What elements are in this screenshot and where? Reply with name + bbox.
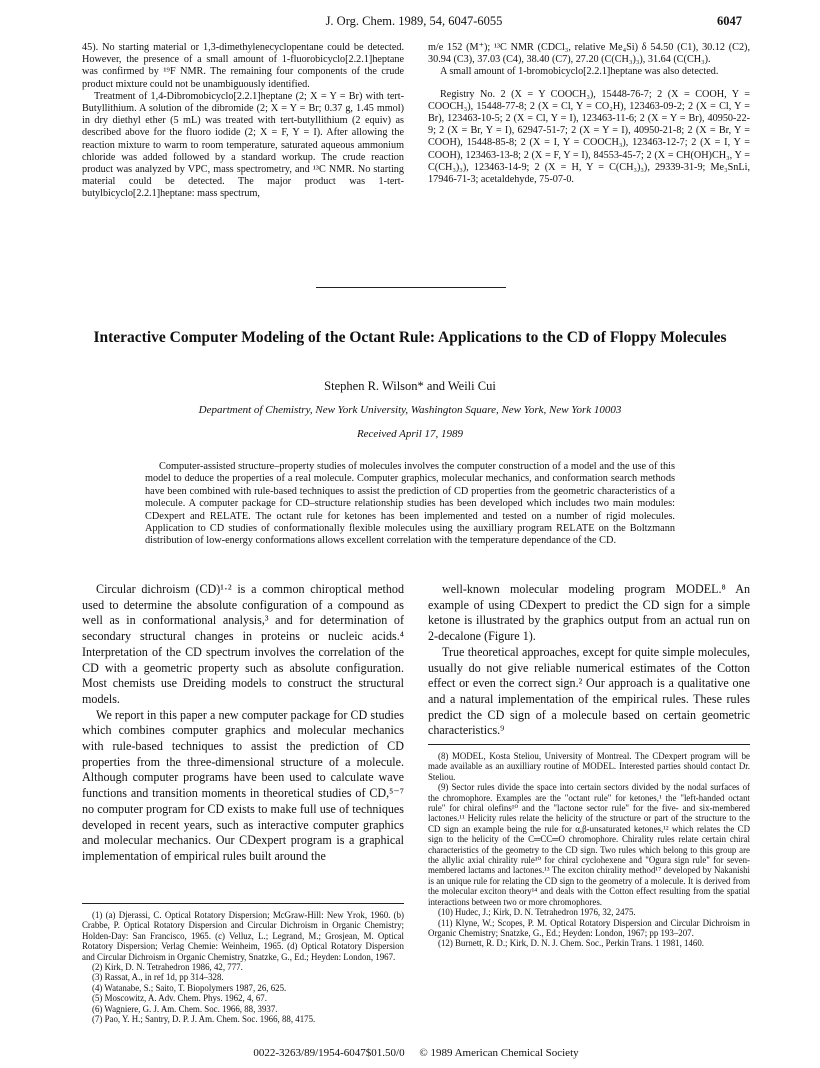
article-title: Interactive Computer Modeling of the Octant Rule: Applications to the CD of Floppy Molecules bbox=[93, 329, 727, 346]
paragraph: We report in this paper a new computer package for CD studies which combines computer graphics and molecular mechanics with rule-based techniques to assist the prediction of CD properties from the three-dimensional structure of a molecule. Although computer programs have been used to calculate wave functions and transition moments in theoretical studies of CD,⁵⁻⁷ no computer program for CD exists to make full use of techniques developed in recent years, such as interactive computer graphics and molecular mechanics. Our CDexpert program is a graphical implementation of empirical rules built around the bbox=[82, 707, 404, 863]
footnote: (5) Moscowitz, A. Adv. Chem. Phys. 1962, 4, 67. bbox=[92, 993, 267, 1004]
copyright: © 1989 American Chemical Society bbox=[419, 1047, 579, 1059]
journal-citation: J. Org. Chem. 1989, 54, 6047-6055 bbox=[325, 14, 503, 28]
previous-article-right-column bbox=[428, 42, 750, 186]
footnote: (3) Rassat, A., in ref 1d, pp 314–328. bbox=[92, 972, 224, 983]
footnote: (4) Watanabe, S.; Saito, T. Biopolymers 1987, 26, 625. bbox=[92, 982, 287, 993]
paragraph: m/e 152 (M⁺); ¹³C NMR (CDCl₃, relative Me₄Si) δ 54.50 (C1), 30.12 (C2), 30.94 (C3), 37.03 (C4), 38.40 (C7), 27.20 (C(CH₃)₃), 31.64 (C(CH₃). bbox=[428, 42, 750, 66]
footnote: (10) Hudec, J.; Kirk, D. N. Tetrahedron 1976, 32, 2475. bbox=[438, 907, 636, 918]
page-footer bbox=[82, 1047, 750, 1059]
article-code: 0022-3263/89/1954-6047$01.50/0 bbox=[253, 1047, 405, 1059]
footnote: (6) Wagniere, G. J. Am. Chem. Soc. 1966, 88, 3937. bbox=[92, 1003, 278, 1014]
received-date: Received April 17, 1989 bbox=[356, 428, 464, 440]
footnote: (11) Klyne, W.; Scopes, P. M. Optical Rotatory Dispersion and Circular Dichroism in Organic Chemistry; Snatzke, G., Ed.; Heyden: London, 1967; pp 193–207. bbox=[428, 917, 750, 938]
footnotes-left bbox=[82, 903, 404, 1024]
registry-paragraph: Registry No. 2 (X = Y COOCH₃), 15448-76-7; 2 (X = COOH, Y = COOCH₃), 15448-77-8; 2 (X = Cl, Y = CO₂H), 123463-09-2; 2 (X = Cl, Y = Br), 123463-10-5; 2 (X = Cl, Y = I), 123463-11-6; 2 (X = Y = Br), 40950-22-9; 2 (X = Br, Y = I), 62947-51-7; 2 (X = Y = I), 40950-21-8; 2 (X = Br, Y = COOH), 15448-85-8; 2 (X = I, Y = COOCH₃), 123463-12-7; 2 (X = I, Y = COOH), 123463-13-8; 2 (X = F, Y = I), 84553-45-7; 2 (X = CH(OH)CH₃, Y = C(CH₃)₃), 123463-14-9; 2 (X = H, Y = C(CH₃)₃), 29339-31-9; Me₃SnLi, 17946-71-3; acetaldehyde, 75-07-0. bbox=[428, 88, 750, 186]
paragraph: 45). No starting material or 1,3-dimethylenecyclopentane could be detected. However, the presence of a small amount of 1-fluorobicyclo[2.2.1]heptane was confirmed by ¹⁹F NMR. The remaining four components of the crude product mixture could not be unambiguously identified. bbox=[82, 42, 404, 90]
footnote: (1) (a) Djerassi, C. Optical Rotatory Dispersion; McGraw-Hill: New Yrok, 1960. (b) Crabbe, P. Optical Rotatory Dispersion and Circular Dichroism in Organic Chemistry; Holden-Day: San Francisco, 1965. (c) Velluz, L.; Legrand, M.; Grosjean, M. Optical Rotatory Dispersion; Verlag Chemie: Weinheim, 1965. (d) Optical Rotatory Dispersion and Circular Dichroism in Organic Chemistry, Snatzke, G., Ed.; Heyden: London, 1967. bbox=[82, 910, 404, 962]
body-right-column bbox=[428, 582, 750, 739]
footnote: (9) Sector rules divide the space into certain sectors divided by the nodal surfaces of the chromophore. Examples are the "octant rule" for ketones,¹ the "left-handed octant rule" for chiral olefins¹⁰ and the "lactone sector rule" for the five- and six-membered lactones.¹¹ Helicity rules relate the helicity of the structure or part of the structure to the CD sign an example being the rule for α,β-unsaturated ketones,¹² which relates the CD sign to the helicity of the C═CC═O chromophore. Chirality rules relate certain chiral characteristics of the geometry to the CD sign. Two rules which belong to this group are the allylic axial chirality rule¹⁰ for chiral cyclohexene and "Ogura sign rule" for seven-membered lactams and lactones.¹³ The exciton chirality method¹⁷ developed by Nakanishi is an unique rule for relating the CD sign to the geometry of a molecule. It is derived from the molecular exciton theory¹⁴ and deals with the Cotton effect resulting from the spatial interactions between two or more chromophores. bbox=[428, 782, 750, 907]
footnote: (8) MODEL, Kosta Steliou, University of Montreal. The CDexpert program will be made available as an auxilliary routine of MODEL. Interested parties should contact Dr. Steliou. bbox=[428, 751, 750, 782]
footnote: (7) Pao, Y. H.; Santry, D. P. J. Am. Chem. Soc. 1966, 88, 4175. bbox=[92, 1014, 316, 1025]
previous-article-left-column bbox=[82, 42, 404, 201]
footnotes-right bbox=[428, 744, 750, 949]
section-divider bbox=[316, 287, 506, 288]
abstract-text: Computer-assisted structure–property studies of molecules involves the computer construction of a model and the use of this model to deduce the properties of a real molecule. Computer graphics, molecular mechanics, and conformation search methods have been combined with rule-based techniques to assist the prediction of CD properties from the geometric characteristics of a molecule. A computer package for CD–structure relationship studies has been developed which includes two main modules: CDexpert and RELATE. The octant rule for ketones has been implemented and tested on a number of rigid molecules. Application to CD studies of conformationally flexible molecules using the auxilliary program RELATE on the Boltzmann distribution of low-energy conformations allows excellent correlation with the temperature dependance of the CD. bbox=[145, 461, 675, 547]
footnote: (12) Burnett, R. D.; Kirk, D. N. J. Chem. Soc., Perkin Trans. 1 1981, 1460. bbox=[438, 938, 705, 949]
running-header bbox=[86, 14, 742, 32]
paragraph: well-known molecular modeling program MODEL.⁸ An example of using CDexpert to predict the CD sign for a simple ketone is illustrated by the graphics output from an actual run on 2-decalone (Figure 1). bbox=[428, 582, 750, 644]
paragraph: A small amount of 1-bromobicyclo[2.2.1]heptane was also detected. bbox=[440, 66, 719, 78]
paragraph: Circular dichroism (CD)¹·² is a common chiroptical method used to determine the absolute configuration of a compound as well as in conformational analysis,³ and for determination of secondary structural changes in proteins or nucleic acids.⁴ Interpretation of the CD spectrum involves the correlation of the CD with a geometric property such as absolute configuration. Most chemists use Dreiding models to construct the structural models. bbox=[82, 582, 404, 706]
body-left-column bbox=[82, 582, 404, 865]
abstract bbox=[145, 461, 675, 548]
footnote: (2) Kirk, D. N. Tetrahedron 1986, 42, 777. bbox=[92, 962, 243, 973]
paragraph: True theoretical approaches, except for quite simple molecules, usually do not give reliable numerical estimates of the Cotton effect or even the correct sign.² Our approach is a qualitative one and a natural implementation of the empirical rules. These rules predict the CD sign of a molecule based on certain geometric characteristics.⁹ bbox=[428, 644, 750, 738]
article-authors: Stephen R. Wilson* and Weili Cui bbox=[324, 379, 496, 393]
paragraph: Treatment of 1,4-Dibromobicyclo[2.2.1]heptane (2; X = Y = Br) with tert-Butyllithium. A solution of the dibromide (2; X = Y = Br; 0.37 g, 1.45 mmol) in dry diethyl ether (5 mL) was treated with tert-butyllithium (2 equiv) as described above for the fluoro iodide (2; X = F, Y = I). After allowing the reaction mixture to warm to room temperature, saturated aqueous ammonium chloride was added followed by a standard workup. The crude reaction product was analyzed by VPC, mass spectrometry, and ¹³C NMR. No starting material could be detected. The major product was 1-tert-butylbicyclo[2.2.1]heptane: mass spectrum, bbox=[82, 90, 404, 200]
page-number: 6047 bbox=[717, 14, 742, 28]
author-affiliation: Department of Chemistry, New York University, Washington Square, New York, New York 10003 bbox=[198, 404, 622, 416]
